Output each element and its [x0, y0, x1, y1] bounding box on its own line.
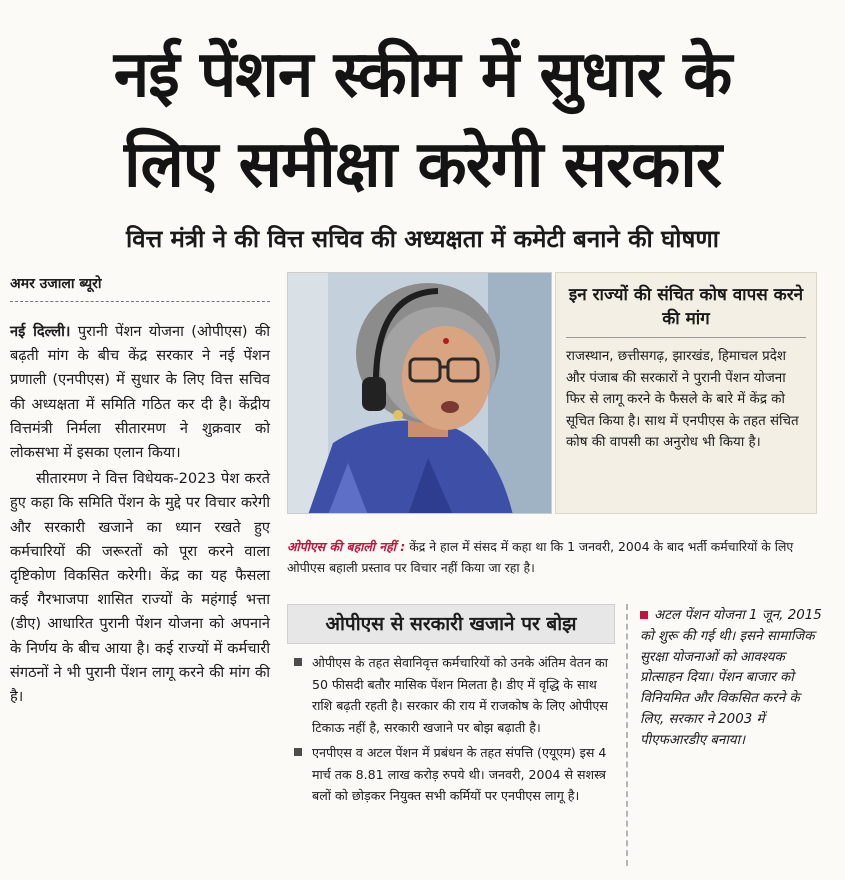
section-bullet-list [290, 652, 612, 811]
sidebar-box-text: राजस्थान, छत्तीसगढ़, झारखंड, हिमाचल प्रदेश और पंजाब की सरकारों ने पुरानी पेंशन योजना फिर से लागू करने के फैसले के बारे में केंद्र को सूचित किया है। साथ में एनपीएस के तहत संचित कोष की वापसी का अनुरोध भी किया है। [566, 349, 799, 450]
bullet-item: ओपीएस के तहत सेवानिवृत्त कर्मचारियों को उनके अंतिम वेतन का 50 फीसदी बतौर मासिक पेंशन मिलता है। डीए में वृद्धि के साथ राशि बढ़ती रहती है। सरकार की राय में राजकोष के लिए ओपीएस टिकाऊ नहीं है, सरकारी खजाने पर बोझ बढ़ाती है। [290, 652, 612, 738]
caption-text: केंद्र ने हाल में संसद में कहा था कि 1 जनवरी, 2004 के बाद भर्ती कर्मचारियों के लिए ओपीएस बहाली प्रस्ताव पर विचार नहीं किया जा रहा है। [287, 539, 794, 575]
photo-caption [287, 536, 822, 578]
caption-lead: ओपीएस की बहाली नहीं : [287, 539, 406, 554]
headline-line-1: नई पेंशन स्कीम में सुधार के [113, 38, 732, 112]
bullet-item: एनपीएस व अटल पेंशन में प्रबंधन के तहत संपत्ति (एयूएम) इस 4 मार्च तक 8.81 लाख करोड़ रुपये थी। जनवरी, 2004 से सशस्त्र बलों को छोड़कर नियुक्त सभी कर्मियों पर एनपीएस लागू है। [290, 742, 612, 807]
sidebar-box-divider [566, 337, 806, 338]
section-heading: ओपीएस से सरकारी खजाने पर बोझ [287, 604, 615, 644]
main-story [10, 320, 270, 711]
dateline: नई दिल्ली। [10, 323, 71, 340]
subheadline: वित्त मंत्री ने की वित्त सचिव की अध्यक्षता में कमेटी बनाने की घोषणा [126, 225, 719, 253]
sidebar-box-title: इन राज्यों की संचित कोष वापस करने की मांग [568, 285, 804, 329]
column-divider [626, 604, 628, 866]
byline-divider [10, 301, 270, 302]
atal-pension-note [640, 606, 822, 752]
headline-line-2: लिए समीक्षा करेगी सरकार [123, 128, 722, 202]
story-paragraph-1-text: पुरानी पेंशन योजना (ओपीएस) की बढ़ती मांग के बीच केंद्र सरकार ने नई पेंशन प्रणाली (एनपीएस) में सुधार के लिए वित्त सचिव की अध्यक्षता में समिति गठित कर दी है। केंद्रीय वित्तमंत्री निर्मला सीतारमण ने शुक्रवार को लोकसभा में इसका एलान किया। [10, 323, 270, 462]
states-sidebar-box [555, 272, 817, 514]
finance-minister-photo [287, 272, 552, 514]
byline: अमर उजाला ब्यूरो [10, 276, 102, 292]
atal-pension-note-text: अटल पेंशन योजना 1 जून, 2015 को शुरू की गई थी। इसने सामाजिक सुरक्षा योजनाओं को आवश्यक प्रोत्साहन दिया। पेंशन बाजार को विनियमित और विकसित करने के लिए, सरकार ने 2003 में पीएफआरडीए बनाया। [640, 608, 822, 748]
portrait-illustration [288, 273, 552, 514]
story-paragraph-1 [10, 320, 270, 465]
note-marker-icon [640, 611, 648, 619]
story-paragraph-2: सीतारमण ने वित्त विधेयक-2023 पेश करते हुए कहा कि समिति पेंशन के मुद्दे पर विचार करेगी और सरकारी खजाने का ध्यान रखते हुए कर्मचारियों की जरूरतों को पूरा करने वाला दृष्टिकोण विकसित करेगी। केंद्र का यह फैसला कई गैरभाजपा शासित राज्यों के महंगाई भत्ता (डीए) आधारित पुरानी पेंशन योजना को अपनाने के निर्णय के बीच आया है। कई राज्यों में कर्मचारी संगठनों ने भी पुरानी पेंशन लागू करने की मांग की है। [10, 470, 270, 706]
